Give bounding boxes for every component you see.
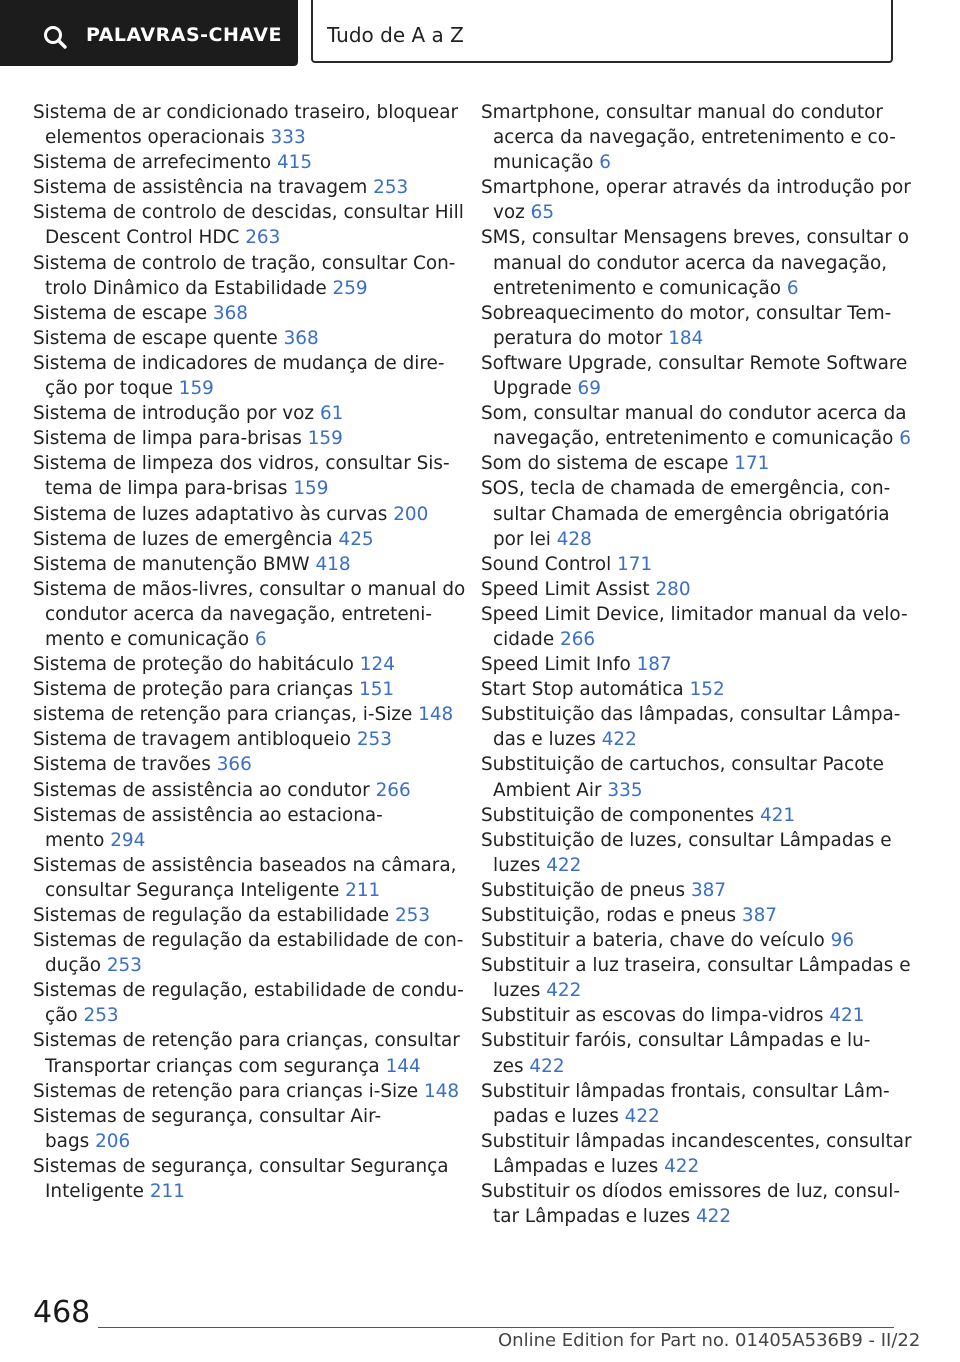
page-reference-link[interactable]: 171 — [734, 453, 770, 475]
page-reference-link[interactable]: 144 — [385, 1055, 421, 1077]
page-reference-link[interactable]: 387 — [741, 905, 777, 926]
index-entry-text: elementos operacionais — [45, 127, 265, 149]
index-entry — [481, 953, 911, 1003]
page-reference-link[interactable]: 65 — [530, 202, 555, 224]
index-entry-text: Sistema de limpa para-brisas — [33, 428, 302, 450]
page-reference-link[interactable]: 200 — [393, 503, 429, 525]
index-entry-text: luzes — [493, 980, 541, 1002]
index-entry-text: Sistemas de regulação da estabilidade — [33, 905, 390, 926]
index-entry-text: Som do sistema de escape — [481, 453, 729, 475]
index-entry-text: Sistemas de segurança, consultar Air- — [33, 1105, 382, 1127]
index-entry — [33, 301, 451, 326]
index-entry-text: Sistemas de regulação, estabilidade de condu- — [33, 980, 464, 1002]
page-reference-link[interactable]: 266 — [560, 628, 596, 650]
index-entry-text: Substituição de cartuchos, consultar Pacote — [481, 754, 884, 776]
index-entry-text: Smartphone, consultar manual do condutor — [481, 102, 883, 123]
index-entry-text: bags — [45, 1130, 90, 1152]
index-entry-text: Substituir as escovas do limpa-vidros — [481, 1005, 824, 1027]
index-entry-text: voz — [493, 202, 525, 224]
page-reference-link[interactable]: 151 — [359, 679, 395, 701]
index-entry-text: SMS, consultar Mensagens breves, consultar o — [481, 227, 910, 249]
index-column-right — [481, 100, 912, 1229]
index-entry — [33, 527, 451, 552]
page-reference-link[interactable]: 253 — [373, 177, 409, 199]
page-reference-link[interactable]: 159 — [307, 428, 343, 450]
footer-divider — [98, 1327, 894, 1328]
page-reference-link[interactable]: 124 — [359, 654, 395, 676]
page-reference-link[interactable]: 418 — [315, 553, 351, 575]
index-entry-text: Sistema de arrefecimento — [33, 152, 272, 174]
index-entry-text: Sistema de mãos-livres, consultar o manual do — [33, 578, 466, 600]
page-reference-link[interactable]: 422 — [601, 729, 637, 751]
index-entry — [33, 426, 451, 451]
page-reference-link[interactable]: 184 — [668, 327, 704, 349]
index-entry-text: Sistemas de assistência ao condutor — [33, 779, 370, 801]
index-entry — [481, 1179, 899, 1229]
index-entry — [33, 200, 464, 250]
index-entry — [33, 702, 454, 727]
index-column-left — [33, 100, 466, 1204]
index-entry-text: manual do condutor acerca da navegação, — [493, 252, 888, 274]
index-entry-text: sistema de retenção para crianças, i-Size — [33, 704, 413, 726]
page-reference-link[interactable]: 6 — [599, 152, 611, 174]
index-entry-text: Sistema de travões — [33, 754, 211, 776]
keywords-tab[interactable] — [0, 0, 298, 66]
page-reference-link[interactable]: 366 — [216, 754, 252, 776]
index-entry — [33, 727, 451, 752]
page-reference-link[interactable]: 259 — [332, 277, 368, 299]
page-reference-link[interactable]: 148 — [423, 1080, 460, 1102]
page-reference-link[interactable]: 333 — [270, 127, 306, 149]
page-reference-link[interactable]: 422 — [546, 854, 582, 876]
search-icon — [42, 24, 68, 50]
page-reference-link[interactable]: 206 — [95, 1130, 131, 1152]
page-reference-link[interactable]: 211 — [345, 879, 381, 901]
index-entry-text: trolo Dinâmico da Estabilidade — [45, 277, 327, 299]
index-entry — [33, 1028, 460, 1078]
page-reference-link[interactable]: 171 — [617, 553, 653, 575]
page-reference-link[interactable]: 159 — [293, 478, 329, 500]
page-reference-link[interactable]: 148 — [418, 704, 454, 726]
index-entry-text: consultar Segurança Inteligente — [45, 879, 340, 901]
index-entry-text: Ambient Air — [493, 779, 602, 801]
page-reference-link[interactable]: 422 — [695, 1206, 732, 1228]
index-entry-text: Sistemas de retenção para crianças, consultar — [33, 1030, 460, 1052]
index-entry — [481, 602, 908, 652]
index-entry — [33, 401, 451, 426]
page-reference-link[interactable]: 294 — [110, 829, 146, 851]
index-entry-text: Substituição de componentes — [481, 804, 755, 826]
index-entry — [481, 225, 910, 300]
index-entry-text: condutor acerca da navegação, entreteni- — [45, 603, 433, 625]
edition-footer: Online Edition for Part no. 01405A536B9 - II/22 — [498, 1330, 921, 1351]
index-entry-text: tar Lâmpadas e luzes — [493, 1206, 691, 1228]
page-reference-link[interactable]: 96 — [830, 930, 855, 952]
index-entry — [481, 476, 899, 551]
index-entry-text: mento e comunicação — [45, 628, 250, 650]
index-entry — [481, 903, 899, 928]
index-entry-text: Sistemas de assistência baseados na câmara, — [33, 854, 457, 876]
index-entry — [33, 652, 451, 677]
index-entry-text: Substituição das lâmpadas, consultar Lâmpa- — [481, 704, 901, 726]
index-entry — [481, 752, 899, 802]
index-entry — [481, 451, 899, 476]
index-entry-text: Sistema de proteção do habitáculo — [33, 654, 354, 676]
index-entry-text: Sistema de ar condicionado traseiro, bloquear — [33, 102, 459, 123]
index-entry-text: cidade — [493, 628, 555, 650]
page-reference-link[interactable]: 187 — [636, 654, 672, 676]
index-entry — [481, 175, 911, 225]
index-entry-text: Som, consultar manual do condutor acerca da — [481, 403, 907, 425]
page-reference-link[interactable]: 263 — [245, 227, 281, 249]
page-reference-link[interactable]: 61 — [319, 403, 344, 425]
index-entry — [33, 1104, 451, 1154]
index-entry-text: Sistema de escape quente — [33, 327, 278, 349]
page-reference-link[interactable]: 422 — [624, 1105, 660, 1127]
page-reference-link[interactable]: 69 — [577, 378, 601, 400]
index-entry-text: Sistema de manutenção BMW — [33, 553, 310, 575]
index-entry — [481, 702, 899, 752]
index-entry-text: SOS, tecla de chamada de emergência, con- — [481, 478, 891, 500]
index-entry — [33, 803, 451, 853]
index-entry-text: zes — [493, 1055, 524, 1077]
a-to-z-tab[interactable] — [311, 0, 893, 63]
index-entry — [33, 100, 459, 150]
page-reference-link[interactable]: 280 — [655, 578, 691, 600]
index-entry — [481, 552, 899, 577]
index-entry — [33, 175, 451, 200]
index-entry — [33, 577, 466, 652]
index-entry-text: Sistema de assistência na travagem — [33, 177, 368, 199]
page-reference-link[interactable]: 266 — [375, 779, 411, 801]
index-entry-text: Substituir a bateria, chave do veículo — [481, 930, 825, 952]
index-entry-text: entretenimento e comunicação — [493, 277, 782, 299]
page-reference-link[interactable]: 6 — [786, 277, 799, 299]
index-entry-text: Sistema de proteção para crianças — [33, 679, 354, 701]
page-reference-link[interactable]: 253 — [394, 905, 431, 926]
index-entry — [33, 326, 451, 351]
index-entry-text: Substituir lâmpadas incandescentes, consultar — [481, 1130, 912, 1152]
index-entry-text: Sistema de escape — [33, 302, 208, 324]
index-entry-text: tema de limpa para-brisas — [45, 478, 288, 500]
page-reference-link[interactable]: 422 — [529, 1055, 565, 1077]
index-entry-text: sultar Chamada de emergência obrigatória — [493, 503, 890, 525]
top-navigation — [0, 0, 960, 68]
index-entry-text: mento — [45, 829, 105, 851]
index-entry-text: Sistemas de regulação da estabilidade de con- — [33, 930, 464, 952]
page-reference-link[interactable]: 368 — [212, 302, 248, 324]
index-entry-text: Substituir faróis, consultar Lâmpadas e lu- — [481, 1030, 871, 1052]
index-entry — [481, 401, 911, 451]
index-entry — [481, 878, 899, 903]
index-entry-text: navegação, entretenimento e comunicação — [493, 428, 894, 450]
page-reference-link[interactable]: 152 — [689, 679, 725, 701]
index-entry — [33, 1154, 451, 1204]
index-entry-text: Substituição de pneus — [481, 879, 686, 901]
index-entry-text: Sistema de luzes adaptativo às curvas — [33, 503, 388, 525]
page-reference-link[interactable]: 159 — [178, 378, 214, 400]
page-reference-link[interactable]: 335 — [607, 779, 643, 801]
index-entry — [33, 251, 456, 301]
index-entry-text: Sistema de indicadores de mudança de dire- — [33, 352, 445, 374]
index-entry-text: luzes — [493, 854, 541, 876]
index-entry — [481, 301, 899, 351]
page-reference-link[interactable]: 421 — [829, 1005, 865, 1027]
index-entry — [481, 577, 899, 602]
index-entry — [481, 652, 899, 677]
index-entry-text: Speed Limit Info — [481, 654, 631, 676]
keywords-tab-label: PALAVRAS-CHAVE — [86, 24, 282, 46]
page-reference-link[interactable]: 387 — [690, 879, 727, 901]
page-reference-link[interactable]: 211 — [149, 1181, 185, 1203]
index-entry — [481, 351, 908, 401]
index-entry — [33, 351, 451, 401]
index-entry — [33, 778, 451, 803]
index-entry — [481, 100, 899, 175]
index-entry-text: Smartphone, operar através da introdução por — [481, 177, 911, 199]
index-entry — [481, 677, 899, 702]
index-entry-text: Sistema de travagem antibloqueio — [33, 729, 351, 751]
index-entry-text: Start Stop automática — [481, 679, 684, 701]
index-entry — [33, 978, 464, 1028]
index-entry — [33, 853, 457, 903]
index-entry-text: peratura do motor — [493, 327, 663, 349]
index-entry — [481, 828, 899, 878]
index-entry-text: Substituição de luzes, consultar Lâmpadas e — [481, 829, 892, 851]
index-entry-text: Sistema de luzes de emergência — [33, 528, 333, 550]
page-reference-link[interactable]: 428 — [556, 528, 592, 550]
page-reference-link[interactable]: 368 — [283, 327, 319, 349]
index-entry-text: dução — [45, 955, 101, 977]
index-entry-text: Sistema de controlo de tração, consultar Con- — [33, 252, 456, 274]
index-entry — [481, 1129, 912, 1179]
page-reference-link[interactable]: 422 — [546, 980, 582, 1002]
page-reference-link[interactable]: 6 — [899, 428, 911, 450]
index-entry — [481, 803, 899, 828]
index-entry — [33, 677, 451, 702]
index-entry-text: ção por toque — [45, 378, 173, 400]
index-entry — [33, 552, 451, 577]
index-entry — [33, 903, 451, 928]
index-entry-text: acerca da navegação, entretenimento e co- — [493, 127, 896, 149]
index-entry — [33, 1079, 460, 1104]
page-reference-link[interactable]: 415 — [276, 152, 313, 174]
index-entry-text: Sistemas de retenção para crianças i-Size — [33, 1080, 419, 1102]
index-entry-text: Upgrade — [493, 378, 572, 400]
index-entry-text: Lâmpadas e luzes — [493, 1155, 659, 1177]
index-entry — [33, 928, 464, 978]
page-reference-link[interactable]: 253 — [356, 729, 392, 751]
a-to-z-tab-label: Tudo de A a Z — [327, 23, 464, 47]
index-entry-text: Sobreaquecimento do motor, consultar Tem- — [481, 302, 892, 324]
index-entry-text: Sistema de introdução por voz — [33, 403, 315, 425]
index-entry-text: padas e luzes — [493, 1105, 619, 1127]
index-entry-text: municação — [493, 152, 594, 174]
index-entry-text: Speed Limit Device, limitador manual da velo- — [481, 603, 908, 625]
page-reference-link[interactable]: 6 — [254, 628, 267, 650]
index-entry — [481, 1079, 899, 1129]
index-entry — [481, 1028, 899, 1078]
page-reference-link[interactable]: 253 — [106, 955, 142, 977]
index-entry-text: ção — [45, 1005, 78, 1027]
index-entry-text: Sistema de controlo de descidas, consultar Hill — [33, 202, 464, 224]
index-entry-text: Substituir lâmpadas frontais, consultar Lâm- — [481, 1080, 890, 1102]
index-entry-text: Software Upgrade, consultar Remote Software — [481, 352, 908, 374]
index-entry-text: Transportar crianças com segurança — [45, 1055, 380, 1077]
index-entry-text: Descent Control HDC — [45, 227, 240, 249]
index-entry-text: Speed Limit Assist — [481, 578, 650, 600]
index-entry-text: Inteligente — [45, 1181, 144, 1203]
index-entry — [33, 150, 451, 175]
index-entry — [33, 502, 451, 527]
index-entry-text: Substituir os díodos emissores de luz, consul- — [481, 1181, 900, 1203]
index-entry-text: Sistema de limpeza dos vidros, consultar Sis- — [33, 453, 450, 475]
index-entry-text: Sound Control — [481, 553, 612, 575]
index-entry — [33, 752, 451, 777]
index-entry — [33, 451, 451, 501]
index-entry-text: Sistemas de segurança, consultar Segurança — [33, 1155, 449, 1177]
page-number: 468 — [33, 1295, 91, 1330]
index-entry-text: Substituir a luz traseira, consultar Lâmpadas e — [481, 955, 911, 977]
index-entry-text: Substituição, rodas e pneus — [481, 905, 737, 926]
index-entry-text: por lei — [493, 528, 551, 550]
index-entry-text: das e luzes — [493, 729, 596, 751]
page-reference-link[interactable]: 425 — [338, 528, 374, 550]
index-entry — [481, 1003, 899, 1028]
index-entry — [481, 928, 899, 953]
page-reference-link[interactable]: 421 — [760, 804, 796, 826]
page-reference-link[interactable]: 422 — [664, 1155, 700, 1177]
page-reference-link[interactable]: 253 — [83, 1005, 119, 1027]
index-entry-text: Sistemas de assistência ao estaciona- — [33, 804, 383, 826]
